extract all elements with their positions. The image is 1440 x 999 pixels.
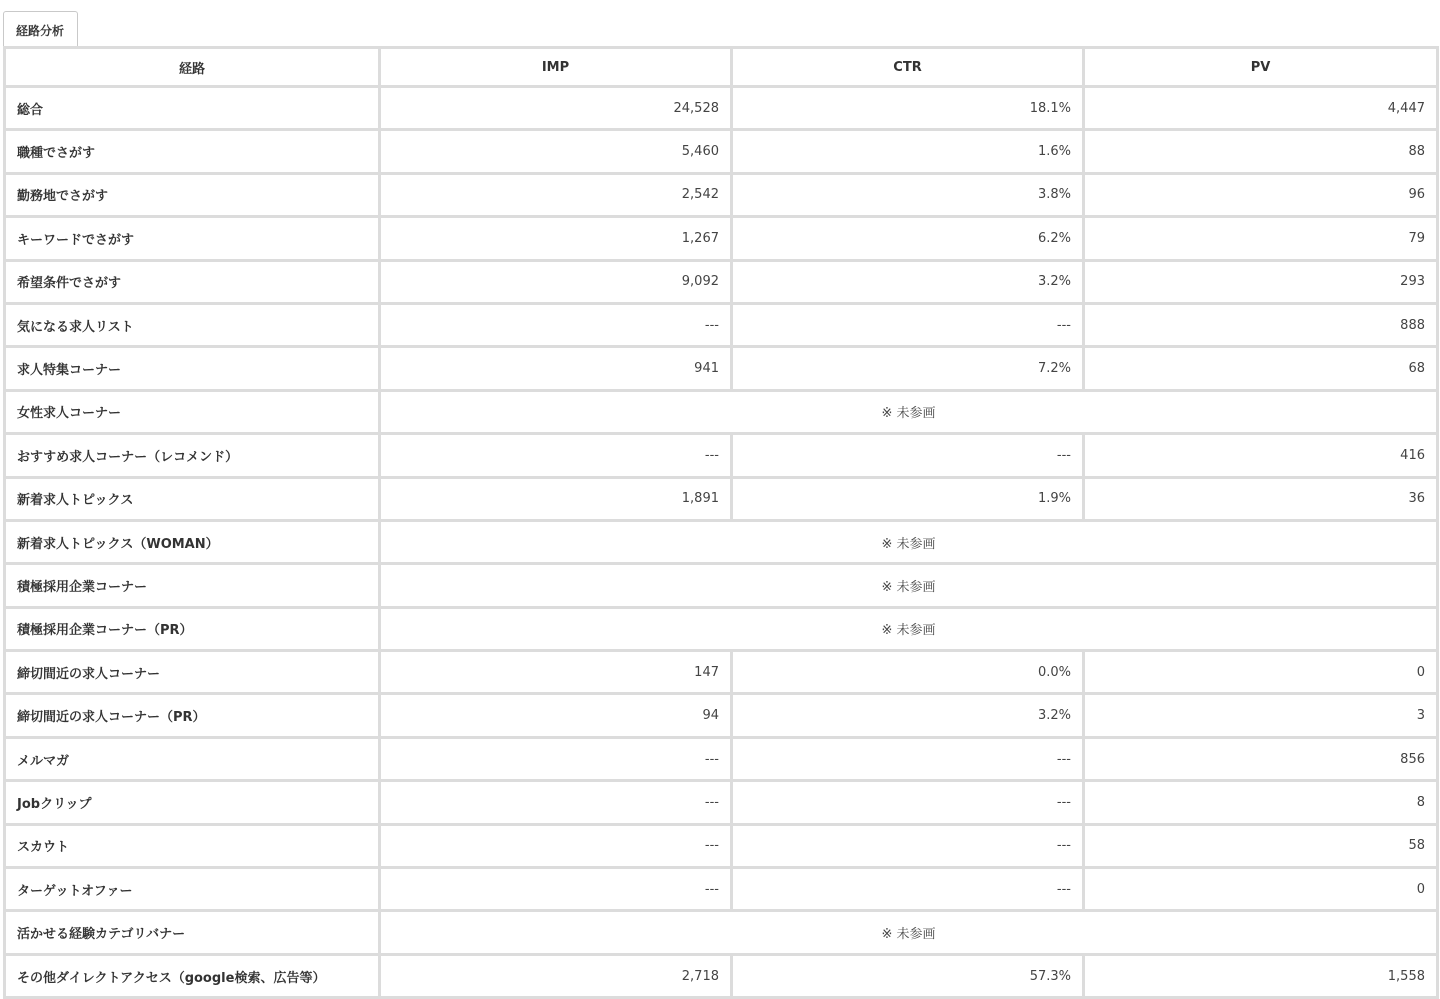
route-label: おすすめ求人コーナー（レコメンド）	[5, 434, 380, 477]
table-row	[5, 954, 1438, 997]
table-row	[5, 651, 1438, 694]
tab-bar	[3, 10, 78, 48]
not-viewed-cell: ※ 未参画	[380, 607, 1438, 650]
imp-cell: ---	[380, 824, 732, 867]
pv-cell: 36	[1084, 477, 1438, 520]
pv-cell: 96	[1084, 173, 1438, 216]
table-body	[5, 87, 1438, 998]
imp-cell: 1,267	[380, 217, 732, 260]
route-label: 気になる求人リスト	[5, 303, 380, 346]
route-label: 求人特集コーナー	[5, 347, 380, 390]
table-row	[5, 737, 1438, 780]
pv-cell: 88	[1084, 130, 1438, 173]
route-label: 積極採用企業コーナー（PR）	[5, 607, 380, 650]
route-label: メルマガ	[5, 737, 380, 780]
not-viewed-cell: ※ 未参画	[380, 520, 1438, 563]
table-row	[5, 347, 1438, 390]
table-row	[5, 868, 1438, 911]
imp-cell: 2,542	[380, 173, 732, 216]
table-row	[5, 260, 1438, 303]
route-label: ターゲットオファー	[5, 868, 380, 911]
pv-cell: 3	[1084, 694, 1438, 737]
not-viewed-cell: ※ 未参画	[380, 390, 1438, 433]
table-row	[5, 520, 1438, 563]
ctr-cell: 18.1%	[732, 87, 1084, 130]
ctr-cell: 0.0%	[732, 651, 1084, 694]
route-label: 締切間近の求人コーナー（PR）	[5, 694, 380, 737]
route-label: 勤務地でさがす	[5, 173, 380, 216]
imp-cell: 24,528	[380, 87, 732, 130]
imp-cell: 94	[380, 694, 732, 737]
pv-cell: 1,558	[1084, 954, 1438, 997]
ctr-cell: ---	[732, 737, 1084, 780]
imp-cell: 2,718	[380, 954, 732, 997]
route-label: 活かせる経験カテゴリバナー	[5, 911, 380, 954]
route-label: スカウト	[5, 824, 380, 867]
table-row	[5, 477, 1438, 520]
route-label: 職種でさがす	[5, 130, 380, 173]
table-row	[5, 781, 1438, 824]
pv-cell: 888	[1084, 303, 1438, 346]
pv-cell: 58	[1084, 824, 1438, 867]
route-label: 締切間近の求人コーナー	[5, 651, 380, 694]
ctr-cell: ---	[732, 824, 1084, 867]
ctr-cell: ---	[732, 868, 1084, 911]
table-row	[5, 87, 1438, 130]
table-row	[5, 911, 1438, 954]
table-row	[5, 434, 1438, 477]
ctr-cell: 3.2%	[732, 260, 1084, 303]
pv-cell: 0	[1084, 651, 1438, 694]
table-row	[5, 564, 1438, 607]
table-header-row	[5, 48, 1438, 87]
ctr-cell: ---	[732, 303, 1084, 346]
route-label: 新着求人トピックス（WOMAN）	[5, 520, 380, 563]
tab-route-analysis[interactable]: 経路分析	[3, 11, 78, 48]
pv-cell: 0	[1084, 868, 1438, 911]
imp-cell: 9,092	[380, 260, 732, 303]
ctr-cell: 6.2%	[732, 217, 1084, 260]
imp-cell: 1,891	[380, 477, 732, 520]
route-label: 希望条件でさがす	[5, 260, 380, 303]
table-row	[5, 217, 1438, 260]
pv-cell: 293	[1084, 260, 1438, 303]
imp-cell: ---	[380, 868, 732, 911]
imp-cell: 147	[380, 651, 732, 694]
table-row	[5, 390, 1438, 433]
ctr-cell: 57.3%	[732, 954, 1084, 997]
route-label: 女性求人コーナー	[5, 390, 380, 433]
imp-cell: 941	[380, 347, 732, 390]
table-row	[5, 694, 1438, 737]
not-viewed-cell: ※ 未参画	[380, 564, 1438, 607]
pv-cell: 4,447	[1084, 87, 1438, 130]
column-header-ctr: CTR	[732, 48, 1084, 87]
ctr-cell: ---	[732, 434, 1084, 477]
ctr-cell: 1.9%	[732, 477, 1084, 520]
table-row	[5, 303, 1438, 346]
route-analysis-table	[3, 46, 1439, 999]
pv-cell: 856	[1084, 737, 1438, 780]
route-label: Jobクリップ	[5, 781, 380, 824]
ctr-cell: 3.2%	[732, 694, 1084, 737]
column-header-pv: PV	[1084, 48, 1438, 87]
ctr-cell: 7.2%	[732, 347, 1084, 390]
pv-cell: 79	[1084, 217, 1438, 260]
table-row	[5, 607, 1438, 650]
imp-cell: 5,460	[380, 130, 732, 173]
ctr-cell: 3.8%	[732, 173, 1084, 216]
route-label: 総合	[5, 87, 380, 130]
column-header-route: 経路	[5, 48, 380, 87]
route-label: 積極採用企業コーナー	[5, 564, 380, 607]
ctr-cell: ---	[732, 781, 1084, 824]
table-row	[5, 173, 1438, 216]
route-label: その他ダイレクトアクセス（google検索、広告等）	[5, 954, 380, 997]
table-row	[5, 130, 1438, 173]
imp-cell: ---	[380, 781, 732, 824]
table-row	[5, 824, 1438, 867]
pv-cell: 68	[1084, 347, 1438, 390]
column-header-imp: IMP	[380, 48, 732, 87]
route-label: 新着求人トピックス	[5, 477, 380, 520]
pv-cell: 8	[1084, 781, 1438, 824]
pv-cell: 416	[1084, 434, 1438, 477]
not-viewed-cell: ※ 未参画	[380, 911, 1438, 954]
imp-cell: ---	[380, 737, 732, 780]
imp-cell: ---	[380, 434, 732, 477]
route-label: キーワードでさがす	[5, 217, 380, 260]
imp-cell: ---	[380, 303, 732, 346]
ctr-cell: 1.6%	[732, 130, 1084, 173]
